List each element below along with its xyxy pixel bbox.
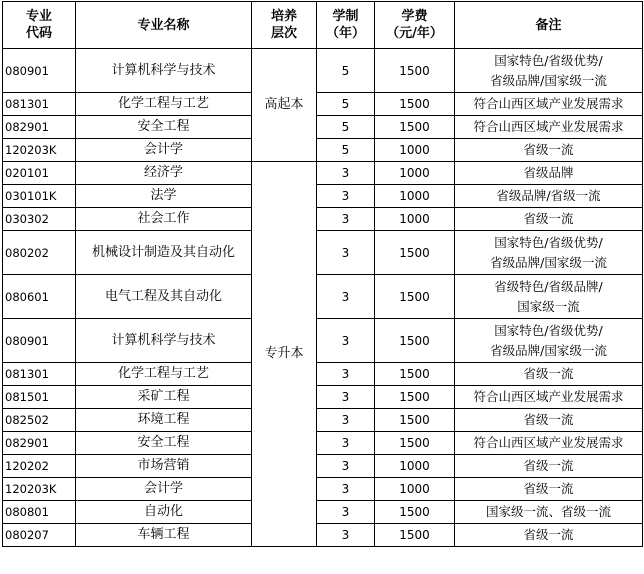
cell-note bbox=[455, 93, 643, 116]
cell-note bbox=[455, 49, 643, 93]
cell-duration: 3 bbox=[317, 185, 375, 208]
cell-fee: 1500 bbox=[375, 524, 455, 547]
table-row bbox=[3, 363, 643, 386]
cell-duration: 3 bbox=[317, 501, 375, 524]
cell-duration: 5 bbox=[317, 139, 375, 162]
note-line: 省级特色/省级品牌/ bbox=[494, 278, 603, 294]
cell-name: 机械设计制造及其自动化 bbox=[76, 231, 252, 275]
table-row bbox=[3, 139, 643, 162]
table-row bbox=[3, 409, 643, 432]
cell-fee: 1500 bbox=[375, 275, 455, 319]
cell-name: 自动化 bbox=[76, 501, 252, 524]
note-line: 省级一流 bbox=[523, 527, 574, 542]
cell-code: 120203K bbox=[3, 478, 76, 501]
note-line: 省级品牌 bbox=[523, 165, 574, 180]
cell-duration: 3 bbox=[317, 208, 375, 231]
table-body bbox=[3, 49, 643, 547]
header-duration: 学制 （年） bbox=[317, 2, 375, 49]
cell-duration: 5 bbox=[317, 116, 375, 139]
cell-fee: 1500 bbox=[375, 93, 455, 116]
cell-code: 020101 bbox=[3, 162, 76, 185]
cell-code: 080901 bbox=[3, 319, 76, 363]
note-line: 符合山西区域产业发展需求 bbox=[473, 96, 624, 111]
cell-name: 采矿工程 bbox=[76, 386, 252, 409]
cell-name: 社会工作 bbox=[76, 208, 252, 231]
cell-fee: 1500 bbox=[375, 49, 455, 93]
note-line: 国家级一流 bbox=[517, 298, 580, 314]
cell-duration: 3 bbox=[317, 162, 375, 185]
header-note: 备注 bbox=[455, 2, 643, 49]
cell-fee: 1500 bbox=[375, 386, 455, 409]
cell-fee: 1500 bbox=[375, 116, 455, 139]
note-line: 国家特色/省级优势/ bbox=[494, 52, 603, 68]
cell-name: 经济学 bbox=[76, 162, 252, 185]
cell-duration: 5 bbox=[317, 93, 375, 116]
header-name: 专业名称 bbox=[76, 2, 252, 49]
cell-fee: 1000 bbox=[375, 185, 455, 208]
cell-name: 会计学 bbox=[76, 478, 252, 501]
cell-fee: 1500 bbox=[375, 409, 455, 432]
note-line: 国家特色/省级优势/ bbox=[494, 234, 603, 250]
cell-level: 专升本 bbox=[252, 162, 317, 547]
cell-fee: 1500 bbox=[375, 231, 455, 275]
cell-code: 081301 bbox=[3, 363, 76, 386]
table-row bbox=[3, 524, 643, 547]
cell-duration: 3 bbox=[317, 478, 375, 501]
table-row bbox=[3, 319, 643, 363]
cell-fee: 1000 bbox=[375, 162, 455, 185]
cell-code: 120203K bbox=[3, 139, 76, 162]
cell-name: 会计学 bbox=[76, 139, 252, 162]
table-row bbox=[3, 116, 643, 139]
cell-duration: 3 bbox=[317, 275, 375, 319]
cell-code: 030302 bbox=[3, 208, 76, 231]
cell-note bbox=[455, 116, 643, 139]
cell-fee: 1500 bbox=[375, 363, 455, 386]
cell-code: 080901 bbox=[3, 49, 76, 93]
note-line: 省级一流 bbox=[523, 412, 574, 427]
table-row bbox=[3, 93, 643, 116]
table-row bbox=[3, 208, 643, 231]
cell-fee: 1000 bbox=[375, 478, 455, 501]
cell-note bbox=[455, 275, 643, 319]
note-line: 符合山西区域产业发展需求 bbox=[473, 435, 624, 450]
cell-code: 080801 bbox=[3, 501, 76, 524]
cell-note bbox=[455, 409, 643, 432]
cell-duration: 3 bbox=[317, 524, 375, 547]
cell-code: 082901 bbox=[3, 432, 76, 455]
cell-duration: 5 bbox=[317, 49, 375, 93]
cell-duration: 3 bbox=[317, 409, 375, 432]
cell-note bbox=[455, 231, 643, 275]
cell-name: 计算机科学与技术 bbox=[76, 49, 252, 93]
cell-code: 082901 bbox=[3, 116, 76, 139]
note-line: 国家特色/省级优势/ bbox=[494, 322, 603, 338]
cell-name: 环境工程 bbox=[76, 409, 252, 432]
cell-note bbox=[455, 139, 643, 162]
table-row bbox=[3, 275, 643, 319]
table-row bbox=[3, 49, 643, 93]
cell-duration: 3 bbox=[317, 455, 375, 478]
header-level: 培养 层次 bbox=[252, 2, 317, 49]
table-row bbox=[3, 185, 643, 208]
cell-fee: 1500 bbox=[375, 501, 455, 524]
note-line: 符合山西区域产业发展需求 bbox=[473, 119, 624, 134]
cell-note bbox=[455, 455, 643, 478]
cell-name: 计算机科学与技术 bbox=[76, 319, 252, 363]
cell-duration: 3 bbox=[317, 319, 375, 363]
note-line: 符合山西区域产业发展需求 bbox=[473, 389, 624, 404]
cell-code: 080207 bbox=[3, 524, 76, 547]
cell-duration: 3 bbox=[317, 432, 375, 455]
note-line: 国家级一流、省级一流 bbox=[485, 504, 611, 519]
cell-name: 车辆工程 bbox=[76, 524, 252, 547]
note-line: 省级一流 bbox=[523, 211, 574, 226]
note-line: 省级品牌/国家级一流 bbox=[490, 342, 607, 358]
note-line: 省级品牌/省级一流 bbox=[496, 188, 601, 203]
note-line: 省级一流 bbox=[523, 481, 574, 496]
cell-name: 化学工程与工艺 bbox=[76, 363, 252, 386]
cell-note bbox=[455, 208, 643, 231]
cell-fee: 1500 bbox=[375, 432, 455, 455]
cell-note bbox=[455, 524, 643, 547]
note-line: 省级一流 bbox=[523, 142, 574, 157]
cell-note bbox=[455, 501, 643, 524]
header-row bbox=[3, 2, 643, 49]
cell-fee: 1000 bbox=[375, 139, 455, 162]
cell-code: 081301 bbox=[3, 93, 76, 116]
cell-fee: 1500 bbox=[375, 319, 455, 363]
cell-code: 082502 bbox=[3, 409, 76, 432]
cell-name: 法学 bbox=[76, 185, 252, 208]
table-row bbox=[3, 386, 643, 409]
cell-duration: 3 bbox=[317, 231, 375, 275]
cell-fee: 1000 bbox=[375, 455, 455, 478]
cell-duration: 3 bbox=[317, 386, 375, 409]
cell-level: 高起本 bbox=[252, 49, 317, 162]
cell-note bbox=[455, 386, 643, 409]
header-code: 专业 代码 bbox=[3, 2, 76, 49]
cell-fee: 1000 bbox=[375, 208, 455, 231]
cell-code: 120202 bbox=[3, 455, 76, 478]
note-line: 省级一流 bbox=[523, 366, 574, 381]
cell-note bbox=[455, 185, 643, 208]
table-row bbox=[3, 478, 643, 501]
cell-note bbox=[455, 363, 643, 386]
cell-duration: 3 bbox=[317, 363, 375, 386]
table-row bbox=[3, 501, 643, 524]
note-line: 省级一流 bbox=[523, 458, 574, 473]
cell-code: 081501 bbox=[3, 386, 76, 409]
program-table bbox=[2, 1, 643, 547]
cell-code: 080601 bbox=[3, 275, 76, 319]
note-line: 省级品牌/国家级一流 bbox=[490, 254, 607, 270]
cell-name: 电气工程及其自动化 bbox=[76, 275, 252, 319]
cell-name: 安全工程 bbox=[76, 432, 252, 455]
cell-code: 030101K bbox=[3, 185, 76, 208]
cell-note bbox=[455, 432, 643, 455]
cell-name: 市场营销 bbox=[76, 455, 252, 478]
note-line: 省级品牌/国家级一流 bbox=[490, 72, 607, 88]
table-row bbox=[3, 231, 643, 275]
table-row bbox=[3, 455, 643, 478]
table-row bbox=[3, 432, 643, 455]
cell-note bbox=[455, 319, 643, 363]
cell-code: 080202 bbox=[3, 231, 76, 275]
cell-note bbox=[455, 162, 643, 185]
cell-note bbox=[455, 478, 643, 501]
cell-name: 安全工程 bbox=[76, 116, 252, 139]
header-fee: 学费 （元/年） bbox=[375, 2, 455, 49]
table-row bbox=[3, 162, 643, 185]
cell-name: 化学工程与工艺 bbox=[76, 93, 252, 116]
